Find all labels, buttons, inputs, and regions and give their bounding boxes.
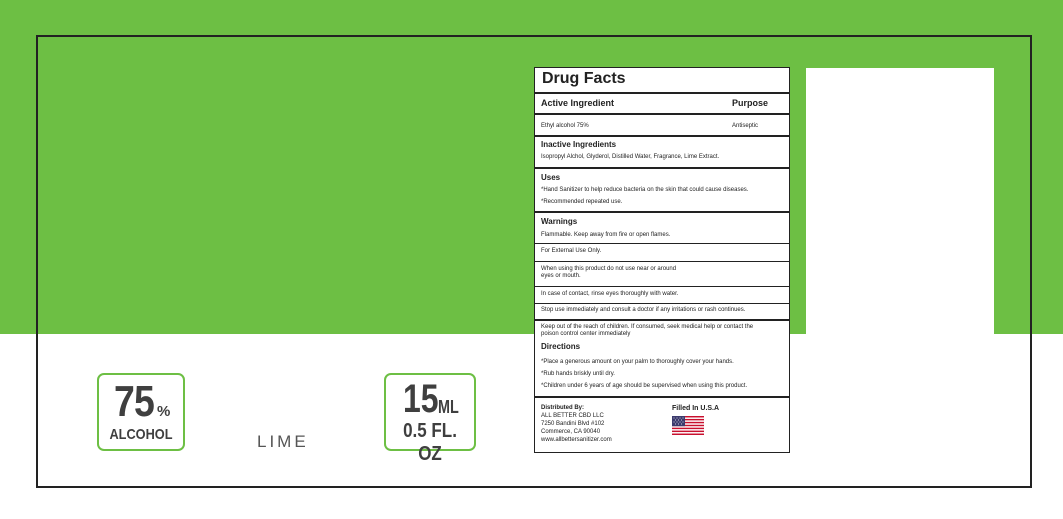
inactive-ingredients-section <box>535 135 789 168</box>
drug-facts-title: Drug Facts <box>542 70 626 87</box>
directions-header: Directions <box>541 342 581 351</box>
alcohol-number: 75 <box>114 377 154 426</box>
children-directions-section <box>535 319 789 397</box>
drug-facts-panel <box>534 67 790 453</box>
inactive-ingredients-header: Inactive Ingredients <box>541 140 617 149</box>
warnings-header: Warnings <box>541 217 578 226</box>
filled-in-usa: Filled In U.S.A <box>672 405 720 412</box>
warning-children-line: Keep out of the reach of children. If consumed, seek medical help or contact the <box>541 324 754 330</box>
inactive-ingredients-text: Isopropyl Alchol, Glyderol, Distilled Water, Fragrance, Lime Extract. <box>541 154 720 160</box>
alcohol-word: ALCOHOL <box>109 426 173 443</box>
volume-floz: 0.5 FL. OZ <box>403 420 457 465</box>
address-line: 7250 Bandini Blvd #102 <box>541 421 605 427</box>
scent-label: LIME <box>257 432 309 451</box>
warning-flammable: Flammable. Keep away from fire or open flames. <box>541 232 671 238</box>
warning-stop-row <box>535 303 789 320</box>
warning-external-row <box>535 243 789 261</box>
warnings-section <box>535 211 789 244</box>
directions-item: *Rub hands briskly until dry. <box>541 371 615 377</box>
warning-stop: Stop use immediately and consult a doctor if any irritations or rash continues. <box>541 307 746 313</box>
active-ingredient-value: Ethyl alcohol 75% <box>541 123 589 129</box>
purpose-value: Antiseptic <box>732 123 759 129</box>
uses-item: *Recommended repeated use. <box>541 199 623 205</box>
warning-external: For External Use Only. <box>541 248 602 254</box>
volume-badge <box>384 373 476 465</box>
website: www.allbettersanitizer.com <box>541 437 612 443</box>
distributor-section <box>535 396 789 454</box>
active-ingredient-header: Active Ingredient <box>541 98 615 108</box>
uses-item: *Hand Sanitizer to help reduce bacteria on the skin that could cause diseases. <box>541 187 749 193</box>
active-ingredient-row <box>535 113 789 136</box>
warning-children-line: poison control center immediately <box>541 331 631 337</box>
directions-item: *Place a generous amount on your palm to thoroughly cover your hands. <box>541 359 734 365</box>
alcohol-percent-sign: % <box>157 403 171 420</box>
warning-eyes-line: eyes or mouth. <box>541 273 581 279</box>
uses-section <box>535 167 789 212</box>
warning-contact-row <box>535 286 789 303</box>
distributed-by-label: Distributed By: <box>541 405 585 411</box>
volume-number: 15 <box>403 377 439 421</box>
warning-eyes-line: When using this product do not use near or around <box>541 266 677 272</box>
warning-eyes-row <box>535 261 789 286</box>
directions-item: *Children under 6 years of age should be supervised when using this product. <box>541 383 748 389</box>
us-flag-icon <box>672 416 704 435</box>
active-ingredient-header-row <box>535 92 789 114</box>
uses-header: Uses <box>541 173 561 182</box>
warning-contact: In case of contact, rinse eyes thoroughly with water. <box>541 291 679 297</box>
volume-unit: ML <box>438 397 459 417</box>
purpose-header: Purpose <box>732 98 769 108</box>
alcohol-badge <box>97 373 185 451</box>
address-line: Commerce, CA 90040 <box>541 429 601 435</box>
company-name: ALL BETTER CBD LLC <box>541 413 604 419</box>
